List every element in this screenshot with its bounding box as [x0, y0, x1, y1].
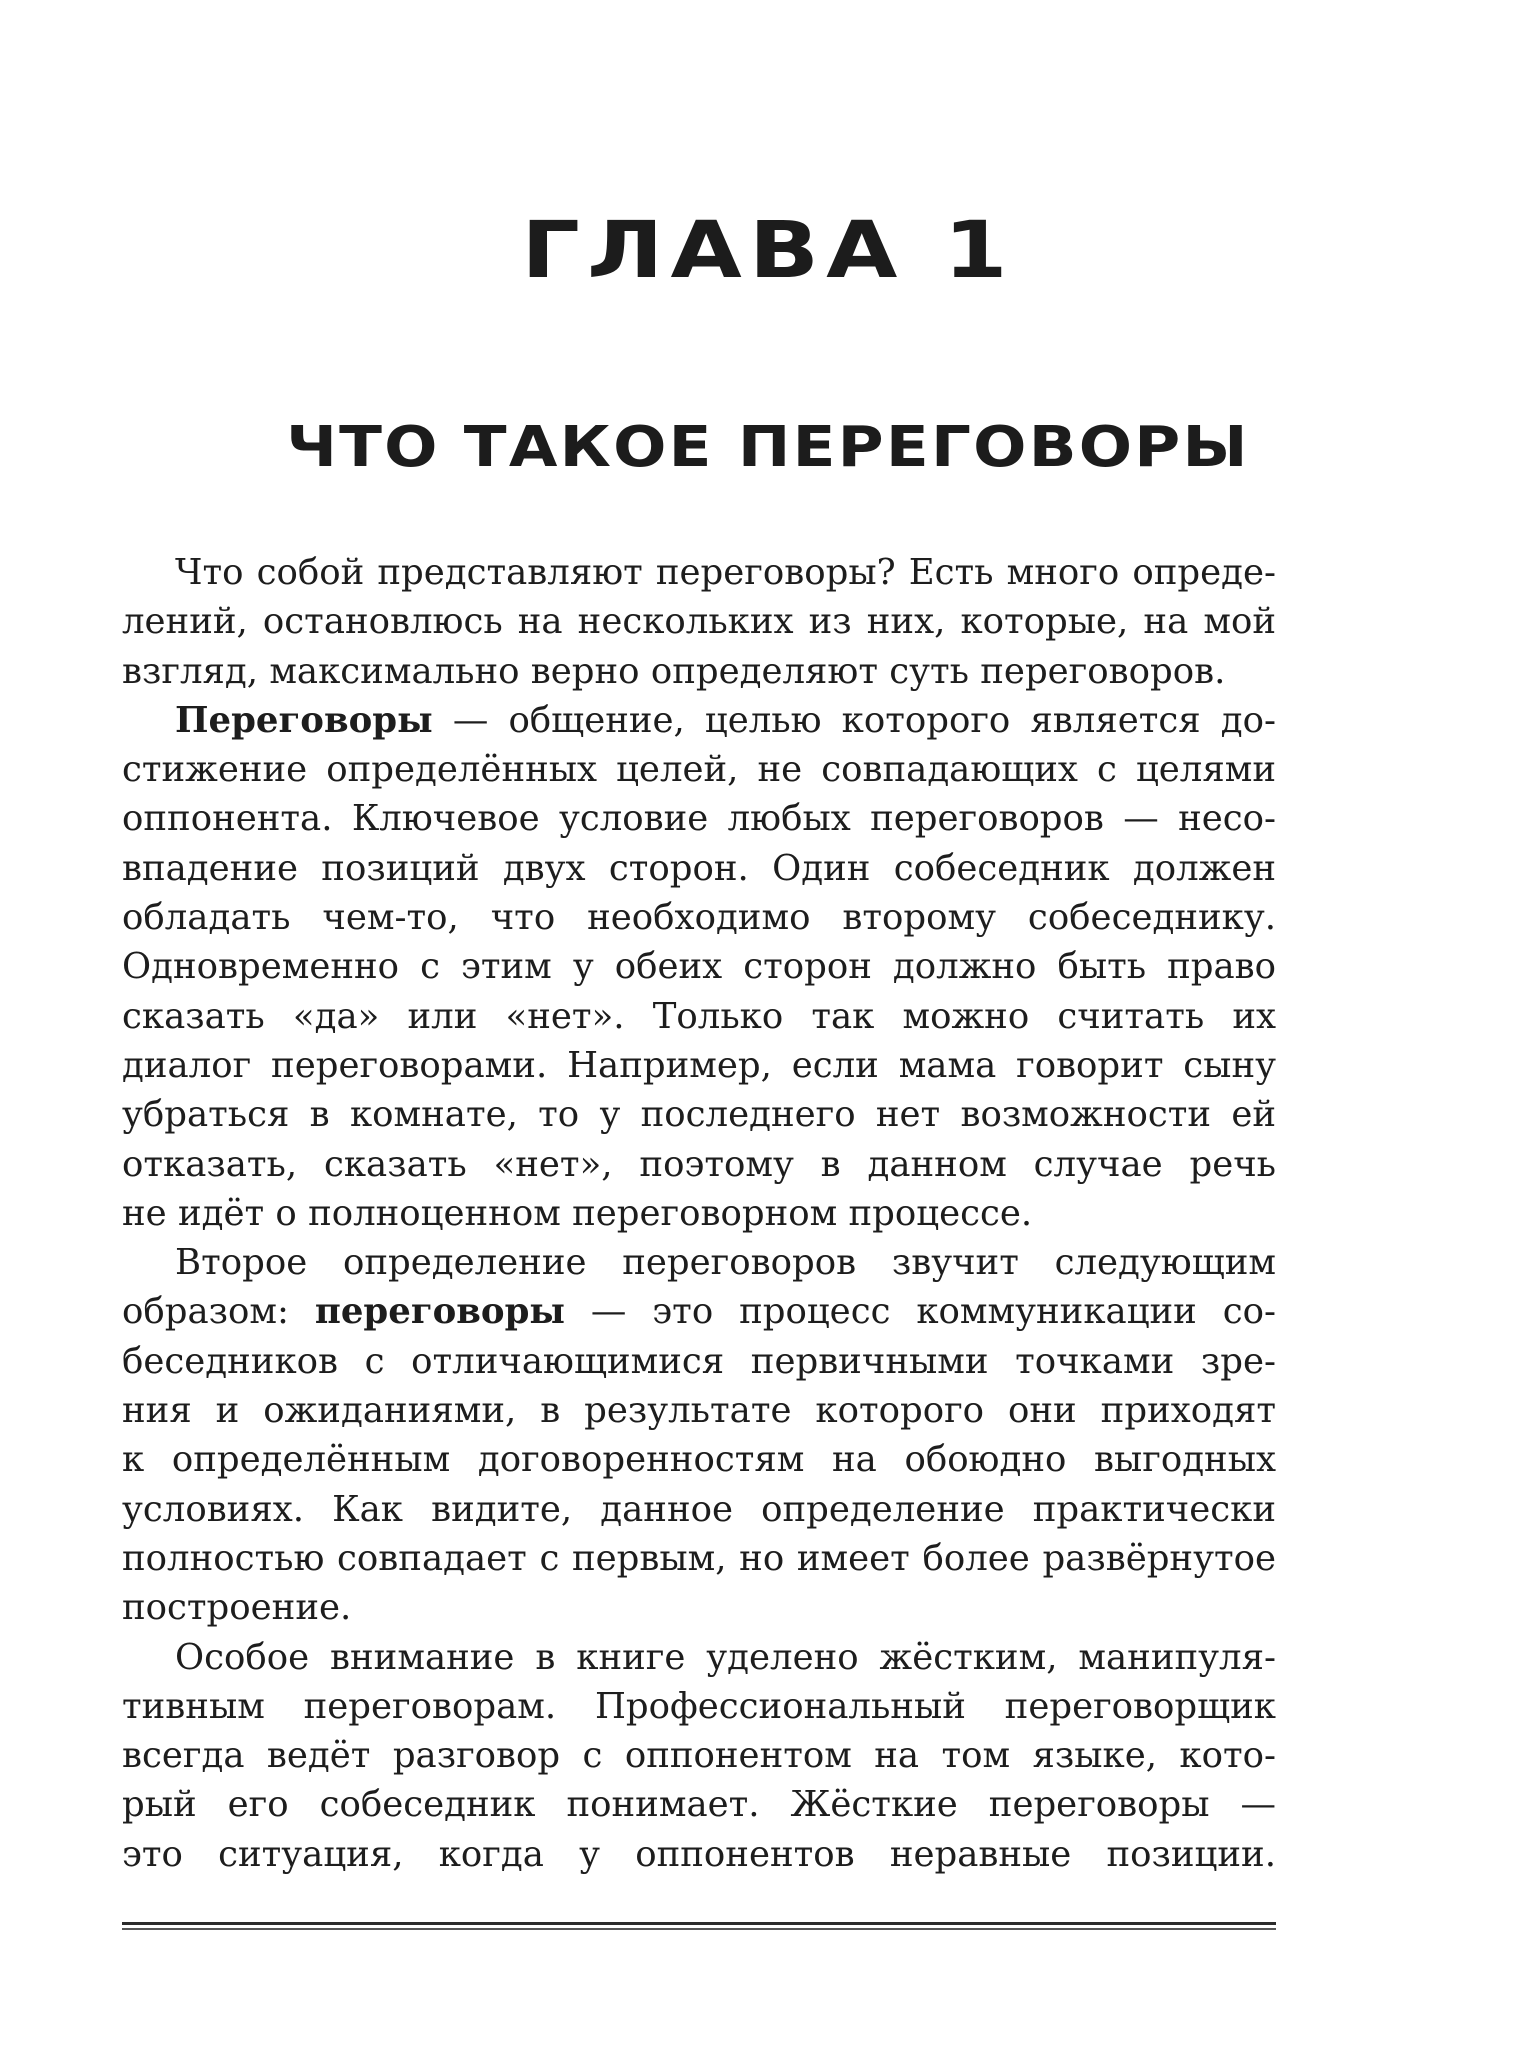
text-line: оппонента. Ключевое условие любых переговоров — несо-: [122, 798, 1276, 840]
text-line: Особое внимание в книге уделено жёстким, манипуля-: [175, 1636, 1276, 1678]
text-line: условиях. Как видите, данное определение практически: [122, 1488, 1276, 1530]
bold-term: переговоры: [314, 1291, 566, 1333]
text-line: тивным переговорам. Профессиональный переговорщик: [122, 1685, 1276, 1727]
text-line: сказать «да» или «нет». Только так можно считать их: [122, 995, 1276, 1037]
text-line: убраться в комнате, то у последнего нет возможности ей: [122, 1094, 1276, 1136]
text-line: отказать, сказать «нет», поэтому в данном случае речь: [122, 1143, 1276, 1185]
page-footer-rule: [122, 1922, 1276, 1930]
chapter-number-heading: ГЛАВА 1: [521, 206, 1015, 296]
body-text: [122, 548, 1276, 1879]
text-line: построение.: [122, 1587, 352, 1629]
text-line: к определённым договоренностям на обоюдно выгодных: [122, 1439, 1276, 1481]
paragraph-2: [122, 696, 1276, 1238]
text-line: обладать чем-то, что необходимо второму собеседнику.: [122, 897, 1276, 939]
text-span: — это процесс коммуникации со-: [565, 1291, 1276, 1333]
footer-rule-thin-line: [122, 1928, 1276, 1930]
chapter-title-heading: ЧТО ТАКОЕ ПЕРЕГОВОРЫ: [286, 415, 1250, 480]
paragraph-4: [122, 1633, 1276, 1879]
text-line: Одновременно с этим у обеих сторон должно быть право: [122, 946, 1276, 988]
text-span: образом:: [122, 1291, 315, 1333]
text-line: полностью совпадает с первым, но имеет более развёрнутое: [122, 1537, 1276, 1579]
text-line: [122, 696, 1276, 745]
text-line: ния и ожиданиями, в результате которого они приходят: [122, 1390, 1276, 1432]
text-line: диалог переговорами. Например, если мама говорит сыну: [122, 1044, 1276, 1086]
text-line: Что собой представляют переговоры? Есть много опреде-: [175, 552, 1276, 593]
text-line: не идёт о полноценном переговорном процессе.: [122, 1192, 1033, 1234]
text-line: беседников с отличающимися первичными точками зре-: [122, 1340, 1276, 1382]
text-line: [122, 1287, 1276, 1336]
text-line: всегда ведёт разговор с оппонентом на том языке, кото-: [122, 1735, 1276, 1777]
text-line: это ситуация, когда у оппонентов неравные позиции.: [122, 1833, 1276, 1875]
text-span: — общение, целью которого является до-: [432, 699, 1276, 741]
text-line: Второе определение переговоров звучит следующим: [175, 1242, 1276, 1284]
text-line: рый его собеседник понимает. Жёсткие переговоры —: [122, 1784, 1276, 1826]
text-line: взгляд, максимально верно определяют суть переговоров.: [122, 650, 1226, 692]
text-line: лений, остановлюсь на нескольких из них, которые, на мой: [122, 601, 1276, 643]
paragraph-1: [122, 548, 1276, 696]
text-line: стижение определённых целей, не совпадающих с целями: [122, 749, 1276, 791]
paragraph-3: [122, 1238, 1276, 1632]
text-line: впадение позиций двух сторон. Один собеседник должен: [122, 847, 1276, 889]
bold-term: Переговоры: [175, 699, 433, 741]
